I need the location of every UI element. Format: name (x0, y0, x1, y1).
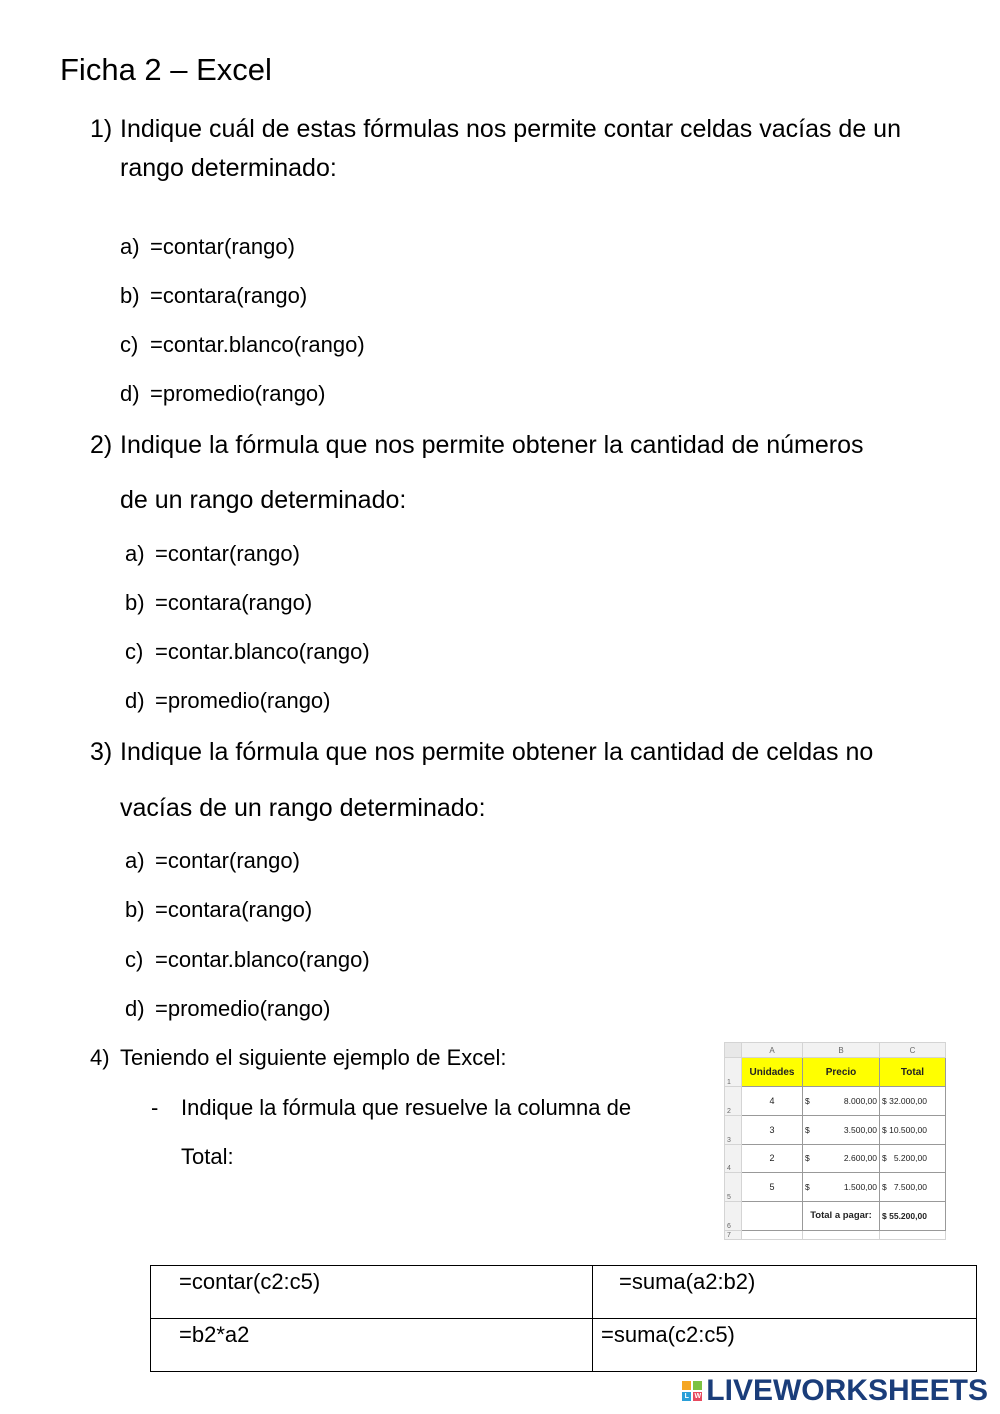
q2-option-b[interactable]: =contara(rango) (155, 590, 313, 615)
excel-cell-precio: 8.000,00 (843, 1095, 877, 1106)
question-2-line-2: de un rango determinado: (120, 486, 407, 514)
liveworksheets-logo (682, 1374, 988, 1408)
q1-option-a-label: a) (120, 234, 140, 259)
q2-option-c[interactable]: =contar.blanco(rango) (155, 639, 370, 664)
question-3-line-1: Indique la fórmula que nos permite obtener la cantidad de celdas no (120, 738, 874, 766)
excel-currency: $ (882, 1124, 887, 1135)
question-4-dash: - (151, 1095, 159, 1120)
excel-col-b: B (803, 1043, 880, 1058)
excel-example (724, 1042, 946, 1240)
question-3-line-2: vacías de un rango determinado: (120, 794, 486, 822)
q1-option-b-label: b) (120, 283, 140, 308)
excel-currency: $ (882, 1210, 887, 1221)
q2-option-b-label: b) (125, 590, 145, 615)
q1-option-d[interactable]: =promedio(rango) (150, 381, 326, 406)
q3-option-b-label: b) (125, 897, 145, 922)
excel-currency: $ (882, 1182, 887, 1193)
answer-option[interactable]: =contar(c2:c5) (151, 1266, 593, 1319)
q1-option-c-label: c) (120, 332, 139, 357)
excel-cell-unidades: 2 (742, 1144, 803, 1173)
excel-cell-precio: 2.600,00 (843, 1153, 877, 1164)
q3-option-a-label: a) (125, 848, 145, 873)
logo-letter-w: W (694, 1393, 702, 1400)
excel-cell-total: 5.200,00 (893, 1153, 927, 1164)
answer-option[interactable]: =suma(c2:c5) (593, 1319, 977, 1372)
excel-currency: $ (805, 1124, 810, 1135)
q3-option-c-label: c) (125, 947, 144, 972)
excel-rownum: 2 (725, 1087, 742, 1116)
question-3-number: 3) (90, 738, 113, 766)
excel-total-label: Total a pagar: (803, 1201, 880, 1230)
excel-rownum: 1 (725, 1058, 742, 1087)
q2-option-a[interactable]: =contar(rango) (155, 541, 300, 566)
question-1-number: 1) (90, 115, 113, 143)
excel-header-precio: Precio (803, 1058, 880, 1087)
excel-cell-unidades: 3 (742, 1115, 803, 1144)
excel-col-a: A (742, 1043, 803, 1058)
question-4-number: 4) (90, 1045, 110, 1070)
q2-option-d[interactable]: =promedio(rango) (155, 688, 331, 713)
logo-squares-icon (682, 1381, 702, 1401)
excel-rownum: 6 (725, 1201, 742, 1230)
question-1-line-2: rango determinado: (120, 154, 337, 182)
q3-option-d[interactable]: =promedio(rango) (155, 996, 331, 1021)
q2-option-d-label: d) (125, 688, 145, 713)
excel-empty-cell (880, 1230, 946, 1239)
answer-table (150, 1265, 977, 1372)
excel-empty-cell (803, 1230, 880, 1239)
q3-option-c[interactable]: =contar.blanco(rango) (155, 947, 370, 972)
question-2-line-1: Indique la fórmula que nos permite obtener la cantidad de números (120, 431, 864, 459)
q3-option-a[interactable]: =contar(rango) (155, 848, 300, 873)
excel-rownum: 4 (725, 1144, 742, 1173)
q3-option-b[interactable]: =contara(rango) (155, 897, 313, 922)
excel-total-value: 55.200,00 (889, 1210, 927, 1221)
excel-cell-unidades: 5 (742, 1173, 803, 1202)
brand-name: LIVEWORKSHEETS (706, 1374, 988, 1407)
question-4-intro: Teniendo el siguiente ejemplo de Excel: (120, 1045, 507, 1070)
page-title: Ficha 2 – Excel (60, 52, 272, 87)
q1-option-b[interactable]: =contara(rango) (150, 283, 308, 308)
excel-col-c: C (880, 1043, 946, 1058)
excel-currency: $ (882, 1153, 887, 1164)
excel-currency: $ (805, 1182, 810, 1193)
answer-option[interactable]: =b2*a2 (151, 1319, 593, 1372)
excel-currency: $ (805, 1095, 810, 1106)
answer-option[interactable]: =suma(a2:b2) (593, 1266, 977, 1319)
excel-cell-total: 32.000,00 (889, 1095, 927, 1106)
excel-cell-precio: 3.500,00 (843, 1124, 877, 1135)
q2-option-c-label: c) (125, 639, 144, 664)
excel-corner (725, 1043, 742, 1058)
q1-option-d-label: d) (120, 381, 140, 406)
question-2-number: 2) (90, 431, 113, 459)
excel-header-total: Total (880, 1058, 946, 1087)
question-4-sub-line-2: Total: (181, 1144, 234, 1169)
q3-option-d-label: d) (125, 996, 145, 1021)
question-4-sub-line-1: Indique la fórmula que resuelve la columna de (181, 1095, 632, 1120)
q2-option-a-label: a) (125, 541, 145, 566)
logo-letter-l: L (682, 1392, 691, 1401)
q1-option-a[interactable]: =contar(rango) (150, 234, 295, 259)
excel-rownum: 7 (725, 1230, 742, 1239)
excel-rownum: 5 (725, 1173, 742, 1202)
excel-cell-unidades: 4 (742, 1087, 803, 1116)
excel-currency: $ (882, 1095, 887, 1106)
excel-empty-cell (742, 1201, 803, 1230)
excel-cell-precio: 1.500,00 (843, 1182, 877, 1193)
excel-currency: $ (805, 1153, 810, 1164)
excel-cell-total: 7.500,00 (893, 1182, 927, 1193)
excel-cell-total: 10.500,00 (889, 1124, 927, 1135)
question-1-line-1: Indique cuál de estas fórmulas nos permite contar celdas vacías de un (120, 115, 901, 143)
excel-header-unidades: Unidades (742, 1058, 803, 1087)
q1-option-c[interactable]: =contar.blanco(rango) (150, 332, 365, 357)
excel-rownum: 3 (725, 1115, 742, 1144)
excel-empty-cell (742, 1230, 803, 1239)
